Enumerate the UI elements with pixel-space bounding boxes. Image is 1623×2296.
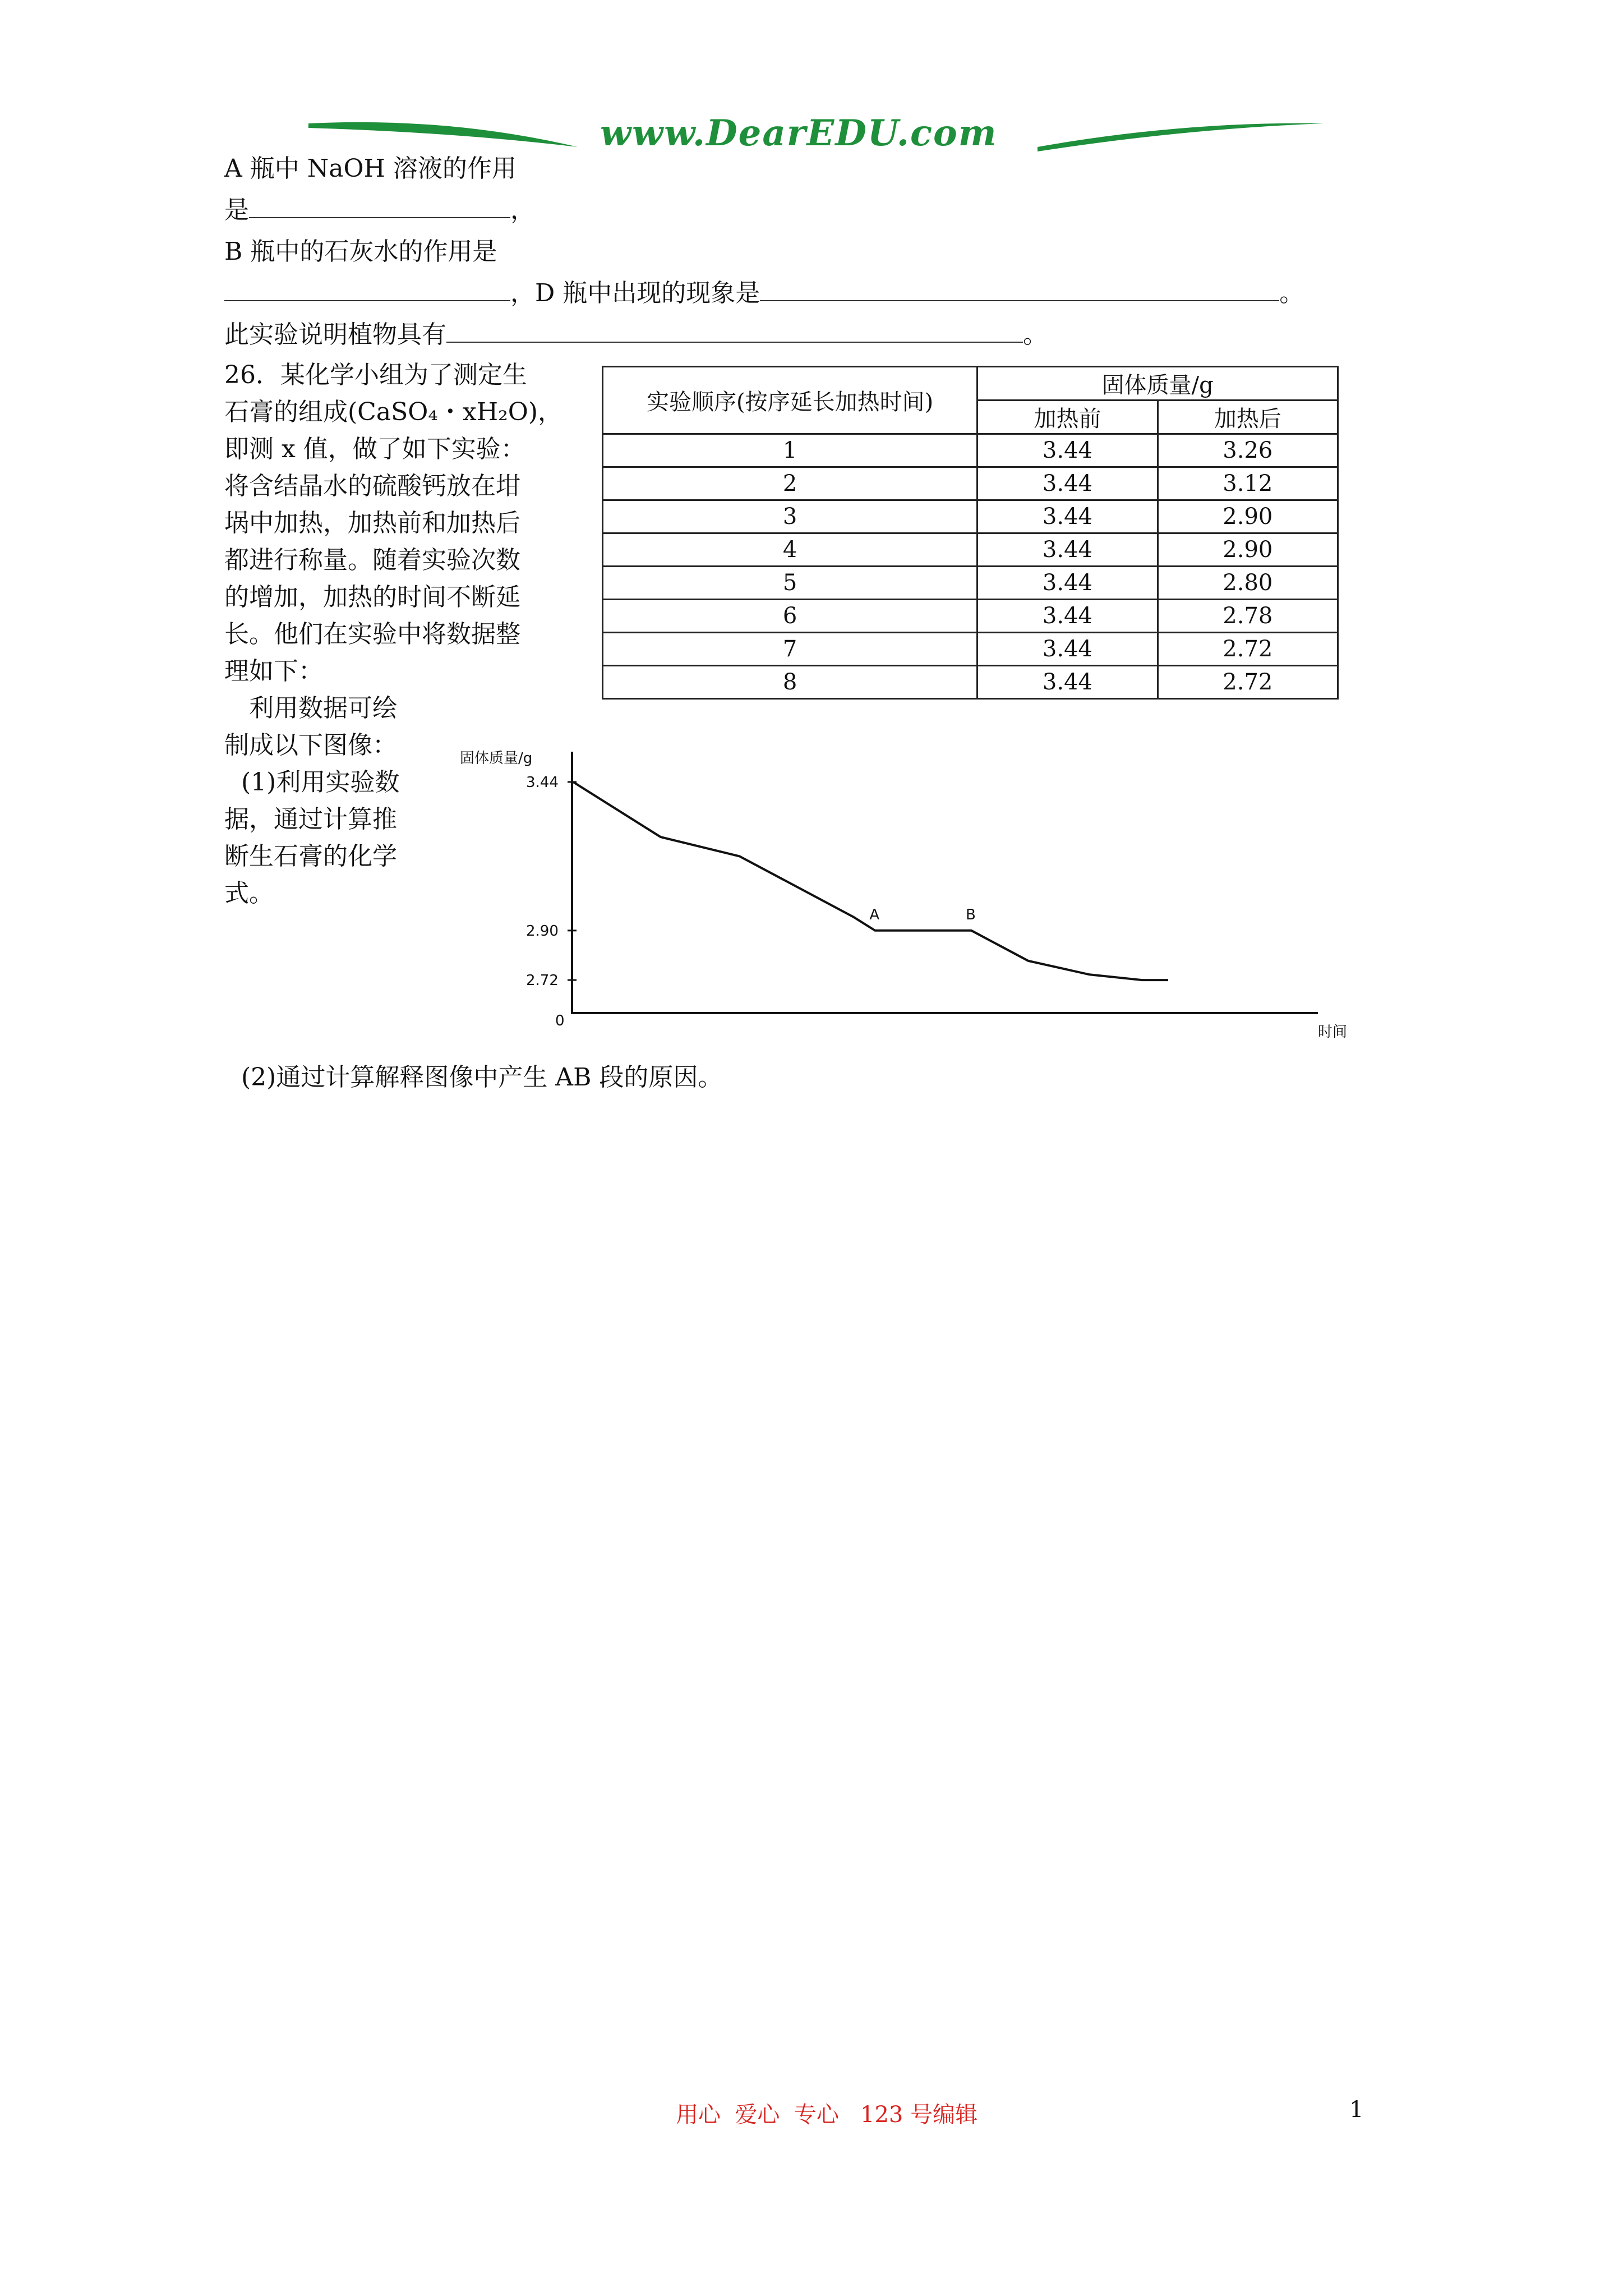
table-cell: 3.44 <box>978 467 1158 500</box>
table-row <box>603 633 1338 666</box>
table-cell: 2.80 <box>1158 567 1338 600</box>
table-cell: 3.12 <box>1158 467 1338 500</box>
header-order: 实验顺序(按序延长加热时间) <box>603 367 978 434</box>
table-cell: 2.90 <box>1158 533 1338 567</box>
q26-line: 都进行称量。随着实验次数 <box>224 546 520 574</box>
y-tick-label: 2.72 <box>526 972 559 990</box>
q25-line1: A 瓶中 NaOH 溶液的作用 <box>224 154 517 183</box>
table-cell: 2.72 <box>1158 633 1338 666</box>
origin-label: 0 <box>555 1013 565 1029</box>
table-cell: 8 <box>603 666 978 699</box>
mass-time-chart <box>443 729 1363 1043</box>
answer-blank-plant[interactable] <box>446 317 1023 343</box>
table-cell: 3.44 <box>978 500 1158 533</box>
table-row <box>603 600 1338 633</box>
y-tick-label: 3.44 <box>526 774 559 791</box>
y-tick-label: 2.90 <box>526 922 559 940</box>
annotation-label: B <box>965 906 976 923</box>
header-mass: 固体质量/g <box>978 367 1338 401</box>
q25-line2 <box>224 192 535 229</box>
q26-line: 利用数据可绘 <box>249 694 397 723</box>
q26-line: 26．某化学小组为了测定生 <box>224 361 527 389</box>
table-cell: 3.44 <box>978 600 1158 633</box>
header-after: 加热后 <box>1158 401 1338 434</box>
q26-sub1-line: (1)利用实验数 <box>241 768 400 797</box>
q26-sub1-line: 断生石膏的化学 <box>224 842 397 871</box>
q26-line: 制成以下图像： <box>224 731 397 760</box>
y-axis-label: 固体质量/g <box>460 750 533 767</box>
q26-line: 长。他们在实验中将数据整 <box>224 620 520 648</box>
annotation-label: A <box>869 906 880 923</box>
q25-line4-end: 。 <box>1279 279 1304 307</box>
page-number: 1 <box>1349 2097 1364 2123</box>
q26-sub1-line: 据，通过计算推 <box>224 805 397 834</box>
q26-line: 理如下： <box>224 657 323 685</box>
answer-blank-a[interactable] <box>249 192 510 218</box>
table-cell: 3.44 <box>978 666 1158 699</box>
q25-line4-mid: ，D 瓶中出现的现象是 <box>510 279 760 307</box>
header-before: 加热前 <box>978 401 1158 434</box>
table-cell: 4 <box>603 533 978 567</box>
header-right-swoosh <box>1038 112 1329 163</box>
q26-line: 即测 x 值，做了如下实验： <box>224 435 525 463</box>
table-cell: 7 <box>603 633 978 666</box>
q25-line3: B 瓶中的石灰水的作用是 <box>224 237 497 266</box>
table-cell: 3 <box>603 500 978 533</box>
table-cell: 2.90 <box>1158 500 1338 533</box>
table-cell: 3.44 <box>978 533 1158 567</box>
table-row <box>603 467 1338 500</box>
table-row <box>603 434 1338 467</box>
table-cell: 1 <box>603 434 978 467</box>
q26-sub2: (2)通过计算解释图像中产生 AB 段的原因。 <box>241 1063 723 1092</box>
answer-blank-d[interactable] <box>760 275 1279 301</box>
table-row <box>603 500 1338 533</box>
table-cell: 3.44 <box>978 434 1158 467</box>
table-row <box>603 666 1338 699</box>
table-cell: 3.44 <box>978 567 1158 600</box>
table-cell: 6 <box>603 600 978 633</box>
mass-data-table <box>602 366 1339 700</box>
table-cell: 2 <box>603 467 978 500</box>
table-cell: 3.44 <box>978 633 1158 666</box>
x-axis-label: 时间 <box>1318 1024 1348 1041</box>
q26-line: 的增加，加热的时间不断延 <box>224 583 520 611</box>
q25-line4 <box>224 275 1304 312</box>
table-cell: 2.78 <box>1158 600 1338 633</box>
answer-blank-b[interactable] <box>224 275 510 301</box>
table-row <box>603 533 1338 567</box>
q25-line2-suffix: ， <box>510 196 535 224</box>
table-header-row <box>603 367 1338 401</box>
q25-line5-prefix: 此实验说明植物具有 <box>224 320 446 349</box>
q25-line5 <box>224 316 1048 353</box>
q26-sub1-line: 式。 <box>224 879 274 908</box>
q26-line: 将含结晶水的硫酸钙放在坩 <box>224 472 520 500</box>
table-cell: 5 <box>603 567 978 600</box>
q26-line: 埚中加热，加热前和加热后 <box>224 509 520 537</box>
table-cell: 3.26 <box>1158 434 1338 467</box>
q25-line2-prefix: 是 <box>224 196 249 224</box>
site-logo: www.DearEDU.com <box>600 112 998 154</box>
table-cell: 2.72 <box>1158 666 1338 699</box>
q26-line: 石膏的组成(CaSO₄・xH₂O)， <box>224 398 562 426</box>
q25-line5-end: 。 <box>1023 320 1048 349</box>
series-line <box>573 782 1168 980</box>
footer-text: 用心 爱心 专心 123 号编辑 <box>676 2102 978 2128</box>
table-row <box>603 567 1338 600</box>
